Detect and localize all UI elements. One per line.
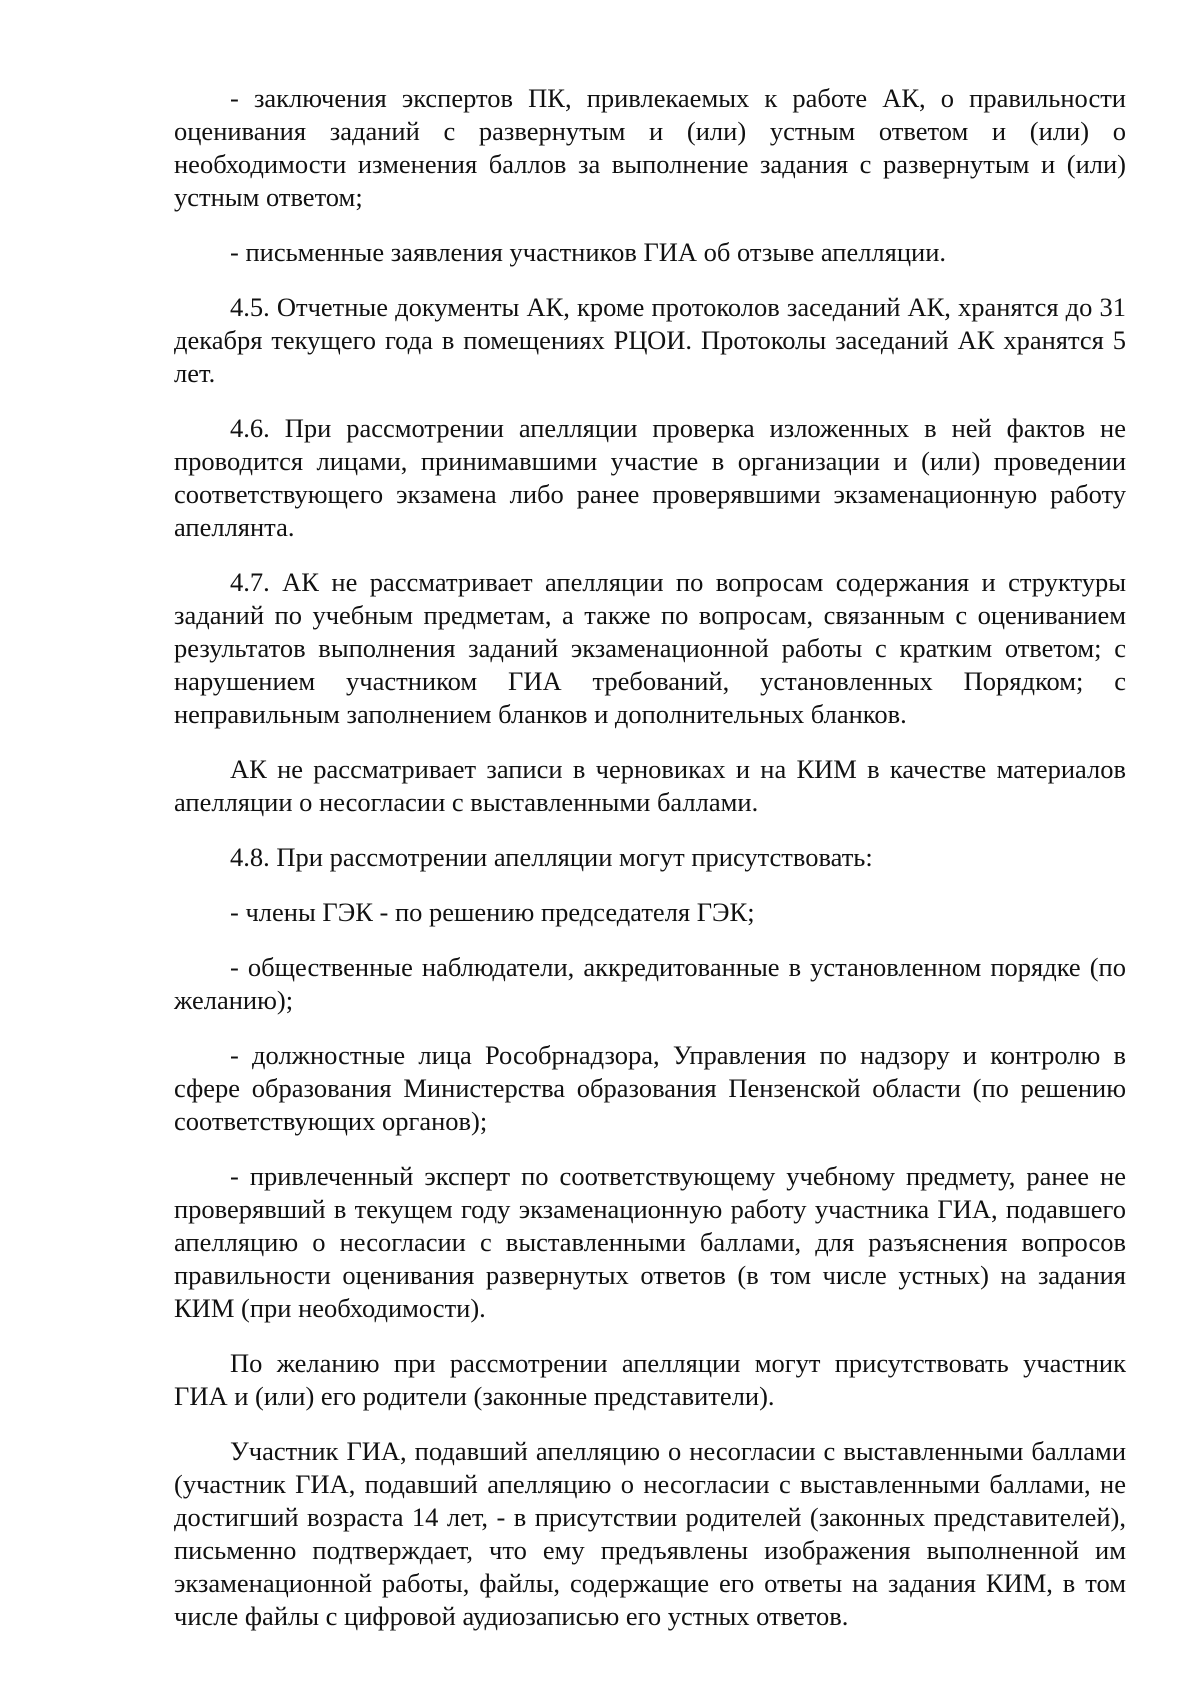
list-item-officials: - должностные лица Рособрнадзора, Управления по надзору и контролю в сфере образования Министерства образования Пензенской области (по решению соответствующих органов); xyxy=(174,1040,1126,1136)
list-item-gek-members: - члены ГЭК - по решению председателя ГЭК; xyxy=(230,897,755,927)
paragraph-4-7: 4.7. АК не рассматривает апелляции по вопросам содержания и структуры заданий по учебным предметам, а также по вопросам, связанным с оцениванием результатов выполнения заданий экзаменационной работы с кратким ответом; с нарушением участником ГИА требований, установленных Порядком; с неправильным заполнением бланков и дополнительных бланков. xyxy=(174,567,1126,729)
paragraph-participant-confirmation: Участник ГИА, подавший апелляцию о несогласии с выставленными баллами (участник ГИА, подавший апелляцию о несогласии с выставленными баллами, не достигший возраста 14 лет, - в присутствии родителей (законных представителей), письменно подтверждает, что ему предъявлены изображения выполненной им экзаменационной работы, файлы, содержащие его ответы на задания КИМ, в том числе файлы с цифровой аудиозаписью его устных ответов. xyxy=(174,1436,1126,1631)
paragraph-drafts-not-considered: АК не рассматривает записи в черновиках и на КИМ в качестве материалов апелляции о несогласии с выставленными баллами. xyxy=(174,754,1126,817)
paragraph-4-6: 4.6. При рассмотрении апелляции проверка изложенных в ней фактов не проводится лицами, принимавшими участие в организации и (или) проведении соответствующего экзамена либо ранее проверявшими экзаменационную работу апеллянта. xyxy=(174,413,1126,542)
paragraph-expert-conclusions: - заключения экспертов ПК, привлекаемых к работе АК, о правильности оценивания заданий с развернутым и (или) устным ответом и (или) о необходимости изменения баллов за выполнение задания с развернутым и (или) устным ответом; xyxy=(174,83,1126,212)
document-body xyxy=(174,82,1126,1655)
paragraph-participant-parents: По желанию при рассмотрении апелляции могут присутствовать участник ГИА и (или) его родители (законные представители). xyxy=(174,1348,1126,1411)
list-item-invited-expert: - привлеченный эксперт по соответствующему учебному предмету, ранее не проверявший в текущем году экзаменационную работу участника ГИА, подавшего апелляцию о несогласии с выставленными баллами, для разъяснения вопросов правильности оценивания развернутых ответов (в том числе устных) на задания КИМ (при необходимости). xyxy=(174,1161,1126,1323)
list-item-public-observers: - общественные наблюдатели, аккредитованные в установленном порядке (по желанию); xyxy=(174,952,1126,1015)
paragraph-4-5: 4.5. Отчетные документы АК, кроме протоколов заседаний АК, хранятся до 31 декабря текущего года в помещениях РЦОИ. Протоколы заседаний АК хранятся 5 лет. xyxy=(174,292,1126,388)
paragraph-4-8: 4.8. При рассмотрении апелляции могут присутствовать: xyxy=(230,842,873,872)
paragraph-withdrawal-statements: - письменные заявления участников ГИА об отзыве апелляции. xyxy=(230,237,947,267)
